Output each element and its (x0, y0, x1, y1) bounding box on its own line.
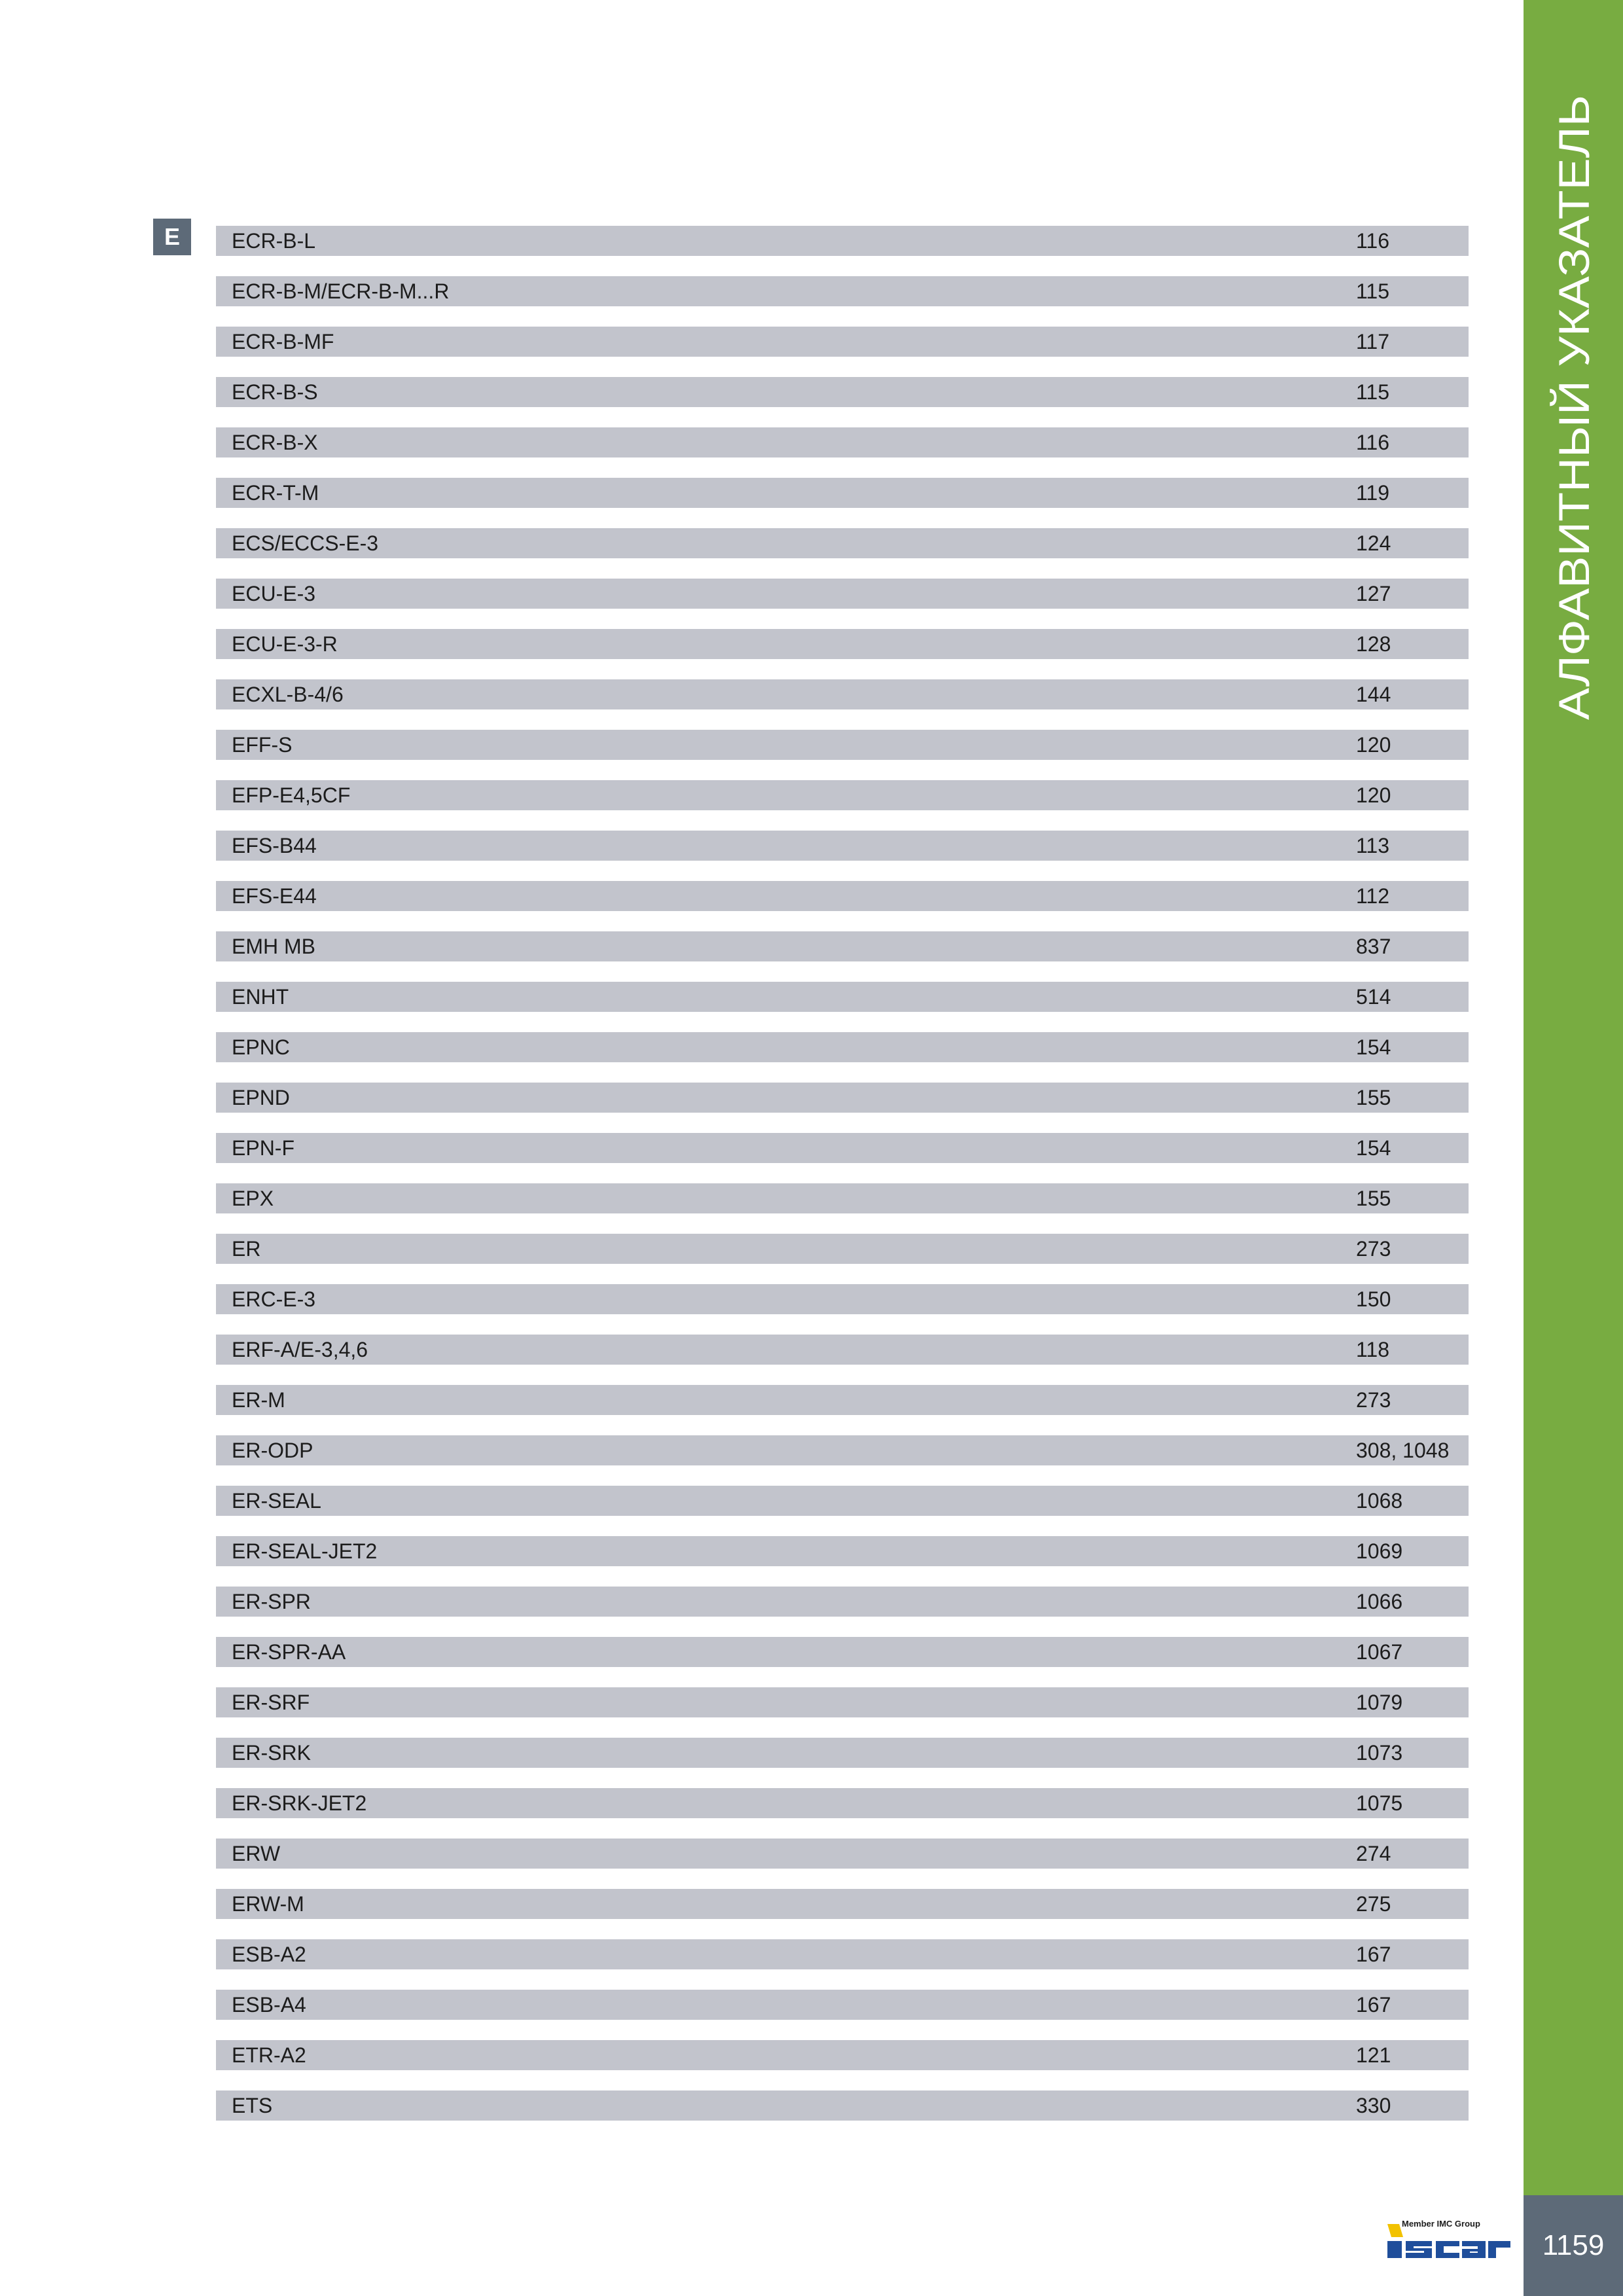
entry-code: ERW-M (232, 1892, 304, 1916)
section-letter-badge: E (153, 219, 191, 255)
entry-pages: 116 (1356, 229, 1390, 253)
entry-pages: 150 (1356, 1287, 1391, 1311)
entry-code: ENHT (232, 985, 289, 1009)
entry-code: ETS (232, 2094, 273, 2117)
entry-code: EMH MB (232, 935, 315, 958)
entry-code: ECR-B-MF (232, 330, 334, 353)
entry-code: ECU-E-3 (232, 582, 316, 605)
entry-pages: 1073 (1356, 1741, 1403, 1765)
entry-pages: 112 (1356, 884, 1390, 908)
entry-pages: 117 (1356, 330, 1390, 353)
entry-code: EFS-B44 (232, 834, 317, 857)
entry-code: EPN-F (232, 1136, 294, 1160)
entry-pages: 115 (1356, 279, 1390, 303)
entry-pages: 1079 (1356, 1691, 1403, 1714)
index-row (216, 1486, 1469, 1516)
iscar-logo (1386, 2215, 1513, 2265)
index-row (216, 1687, 1469, 1717)
entry-pages: 1067 (1356, 1640, 1403, 1664)
entry-code: ER (232, 1237, 261, 1261)
index-row (216, 327, 1469, 357)
entry-pages: 113 (1356, 834, 1390, 857)
index-row (216, 931, 1469, 961)
entry-pages: 167 (1356, 1943, 1391, 1966)
logo-tagline: Member IMC Group (1402, 2219, 1480, 2229)
index-row (216, 1990, 1469, 2020)
entry-code: EPX (232, 1187, 274, 1210)
entry-pages: 120 (1356, 733, 1391, 757)
entry-code: ECXL-B-4/6 (232, 683, 344, 706)
entry-code: ERW (232, 1842, 281, 1865)
entry-code: ER-SRK (232, 1741, 311, 1765)
entry-pages: 155 (1356, 1086, 1391, 1109)
entry-pages: 154 (1356, 1136, 1391, 1160)
entry-pages: 1066 (1356, 1590, 1403, 1613)
index-row (216, 1335, 1469, 1365)
index-row (216, 881, 1469, 911)
index-row (216, 1032, 1469, 1062)
entry-code: EPND (232, 1086, 290, 1109)
index-row (216, 1637, 1469, 1667)
entry-pages: 115 (1356, 380, 1390, 404)
index-row (216, 831, 1469, 861)
index-row (216, 226, 1469, 256)
side-title-svg (1524, 92, 1623, 720)
index-row (216, 1939, 1469, 1969)
entry-code: ECU-E-3-R (232, 632, 338, 656)
entry-pages: 155 (1356, 1187, 1391, 1210)
entry-code: ETR-A2 (232, 2043, 306, 2067)
index-row (216, 1889, 1469, 1919)
logo-letter-a (1462, 2241, 1486, 2258)
entry-code: ER-SPR-AA (232, 1640, 346, 1664)
entry-pages: 1075 (1356, 1791, 1403, 1815)
entry-pages: 273 (1356, 1237, 1391, 1261)
index-row (216, 1788, 1469, 1818)
entry-code: ER-SEAL-JET2 (232, 1539, 378, 1563)
entry-pages: 144 (1356, 683, 1391, 706)
logo-letter-c (1436, 2241, 1459, 2258)
logo-letter-i (1387, 2241, 1402, 2258)
entry-pages: 308, 1048 (1356, 1439, 1450, 1462)
entry-pages: 330 (1356, 2094, 1391, 2117)
entry-code: ECS/ECCS-E-3 (232, 531, 379, 555)
entry-code: ERF-A/E-3,4,6 (232, 1338, 368, 1361)
entry-code: EFS-E44 (232, 884, 317, 908)
entry-code: EFP-E4,5CF (232, 783, 351, 807)
index-row (216, 1435, 1469, 1465)
index-row (216, 1587, 1469, 1617)
entry-code: ECR-B-S (232, 380, 318, 404)
entry-code: ERC-E-3 (232, 1287, 316, 1311)
index-row (216, 1385, 1469, 1415)
index-row (216, 982, 1469, 1012)
index-row (216, 276, 1469, 306)
entry-pages: 274 (1356, 1842, 1391, 1865)
index-row (216, 730, 1469, 760)
entry-code: EPNC (232, 1035, 290, 1059)
page-number: 1159 (1524, 2195, 1623, 2296)
entry-code: ECR-B-X (232, 431, 318, 454)
index-row (216, 427, 1469, 457)
logo-letter-r (1488, 2241, 1510, 2258)
entry-pages: 124 (1356, 531, 1391, 555)
index-row (216, 1536, 1469, 1566)
entry-pages: 154 (1356, 1035, 1391, 1059)
index-row (216, 2040, 1469, 2070)
entry-code: ESB-A2 (232, 1943, 306, 1966)
entry-pages: 116 (1356, 431, 1390, 454)
entry-code: ER-M (232, 1388, 285, 1412)
index-row (216, 1284, 1469, 1314)
entry-code: ER-SRF (232, 1691, 310, 1714)
entry-pages: 837 (1356, 935, 1391, 958)
entry-pages: 1069 (1356, 1539, 1403, 1563)
entry-code: ECR-B-L (232, 229, 316, 253)
entry-code: ER-SRK-JET2 (232, 1791, 367, 1815)
index-row (216, 579, 1469, 609)
index-row (216, 1133, 1469, 1163)
entry-code: ECR-T-M (232, 481, 319, 505)
index-row (216, 1183, 1469, 1213)
index-list (216, 226, 1469, 2141)
index-row (216, 1083, 1469, 1113)
index-row (216, 2090, 1469, 2121)
entry-pages: 121 (1356, 2043, 1391, 2067)
index-row (216, 679, 1469, 709)
index-row (216, 528, 1469, 558)
entry-code: ER-SPR (232, 1590, 311, 1613)
entry-pages: 273 (1356, 1388, 1391, 1412)
entry-pages: 167 (1356, 1993, 1391, 2017)
index-row (216, 629, 1469, 659)
entry-pages: 118 (1356, 1338, 1390, 1361)
entry-pages: 127 (1356, 582, 1391, 605)
index-row (216, 1738, 1469, 1768)
index-row (216, 1234, 1469, 1264)
index-row (216, 780, 1469, 810)
index-row (216, 478, 1469, 508)
side-title-container (1524, 92, 1623, 720)
entry-pages: 1068 (1356, 1489, 1403, 1513)
entry-code: ER-ODP (232, 1439, 313, 1462)
entry-code: ER-SEAL (232, 1489, 321, 1513)
entry-code: ESB-A4 (232, 1993, 306, 2017)
entry-pages: 514 (1356, 985, 1391, 1009)
index-row (216, 1839, 1469, 1869)
entry-pages: 275 (1356, 1892, 1391, 1916)
entry-code: EFF-S (232, 733, 293, 757)
logo-letter-s (1406, 2241, 1432, 2258)
entry-pages: 119 (1356, 481, 1390, 505)
index-row (216, 377, 1469, 407)
side-title: АЛФАВИТНЫЙ УКАЗАТЕЛЬ (1550, 158, 1598, 720)
entry-pages: 120 (1356, 783, 1391, 807)
logo-yellow-mark (1387, 2224, 1403, 2237)
entry-pages: 128 (1356, 632, 1391, 656)
entry-code: ECR-B-M/ECR-B-M...R (232, 279, 450, 303)
